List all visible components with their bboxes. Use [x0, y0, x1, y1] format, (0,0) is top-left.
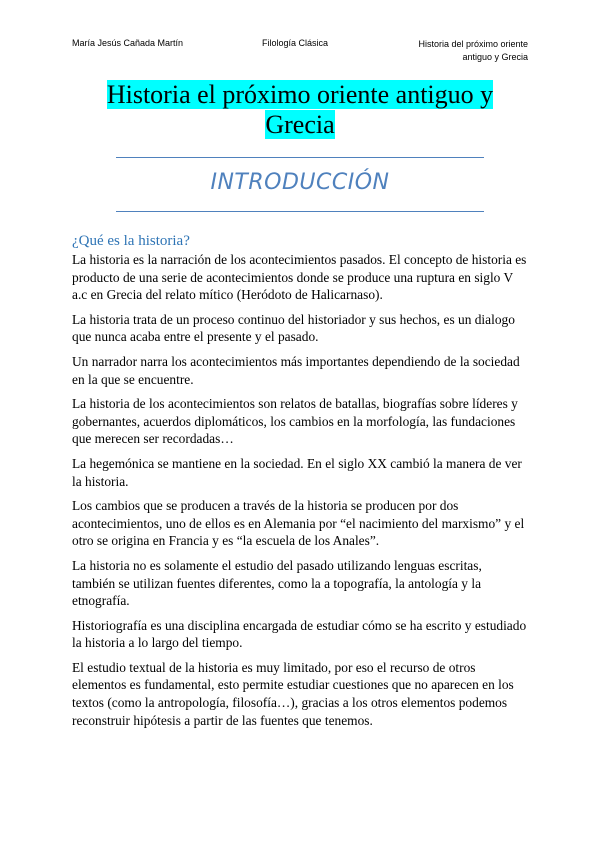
paragraph: Un narrador narra los acontecimientos más importantes dependiendo de la sociedad en la que se encuentre. [72, 353, 520, 387]
header-course [378, 38, 528, 64]
subtitle: INTRODUCCIÓN [210, 170, 390, 195]
paragraph: Los cambios que se producen a través de la historia se producen por dos acontecimientos, uno de ellos es en Alemania por “el nacimiento del marxismo” y el otro se origina en Francia y es “la escuela de los Anales”. [72, 498, 525, 549]
paragraph: La historia trata de un proceso continuo del historiador y sus hechos, es un dialogo que nunca acaba entre el presente y el pasado. [72, 311, 515, 345]
paragraph: La historia no es solamente el estudio del pasado utilizando lenguas escritas, también se utilizan fuentes diferentes, como la a topografía, la antología y la etnografía. [72, 557, 482, 609]
title-line-1: Historia el próximo oriente antiguo y [106, 80, 494, 109]
paragraph: La historia es la narración de los acontecimientos pasados. El concepto de historia es producto de una serie de acontecimientos donde se produce una ruptura en siglo V a.c en Grecia del relato mítico (Heródoto de Halicarnaso). [72, 252, 527, 303]
header-course-line1: Historia del próximo oriente [418, 39, 528, 49]
title-line-1-wrap [72, 80, 528, 110]
top-divider [116, 157, 484, 158]
bottom-divider [116, 211, 484, 212]
header-author: María Jesús Cañada Martín [72, 38, 184, 48]
document-title [72, 80, 528, 140]
paragraph: La hegemónica se mantiene en la sociedad. En el siglo XX cambió la manera de ver la historia. [72, 455, 522, 489]
header-course-line2: antiguo y Grecia [462, 52, 528, 62]
title-line-2: Grecia [265, 110, 335, 139]
paragraph: El estudio textual de la historia es muy limitado, por eso el recurso de otros elementos es fundamental, esto permite estudiar cuestiones que no aparecen en los textos (como la antropología, filosofía…), gracias a los otros elementos podemos reconstruir hipótesis a partir de las fuentes que tenemos. [72, 659, 514, 728]
section-heading: ¿Qué es la historia? [72, 233, 190, 249]
header-subject: Filología Clásica [262, 38, 329, 48]
title-line-2-wrap [72, 110, 528, 140]
main-content [72, 232, 528, 736]
paragraph: La historia de los acontecimientos son relatos de batallas, biografías sobre líderes y gobernantes, acuerdos diplomáticos, los cambios en la morfología, las fundaciones que merecen ser recordadas… [72, 396, 518, 447]
paragraph: Historiografía es una disciplina encargada de estudiar cómo se ha escrito y estudiado la historia a lo largo del tiempo. [72, 617, 527, 651]
